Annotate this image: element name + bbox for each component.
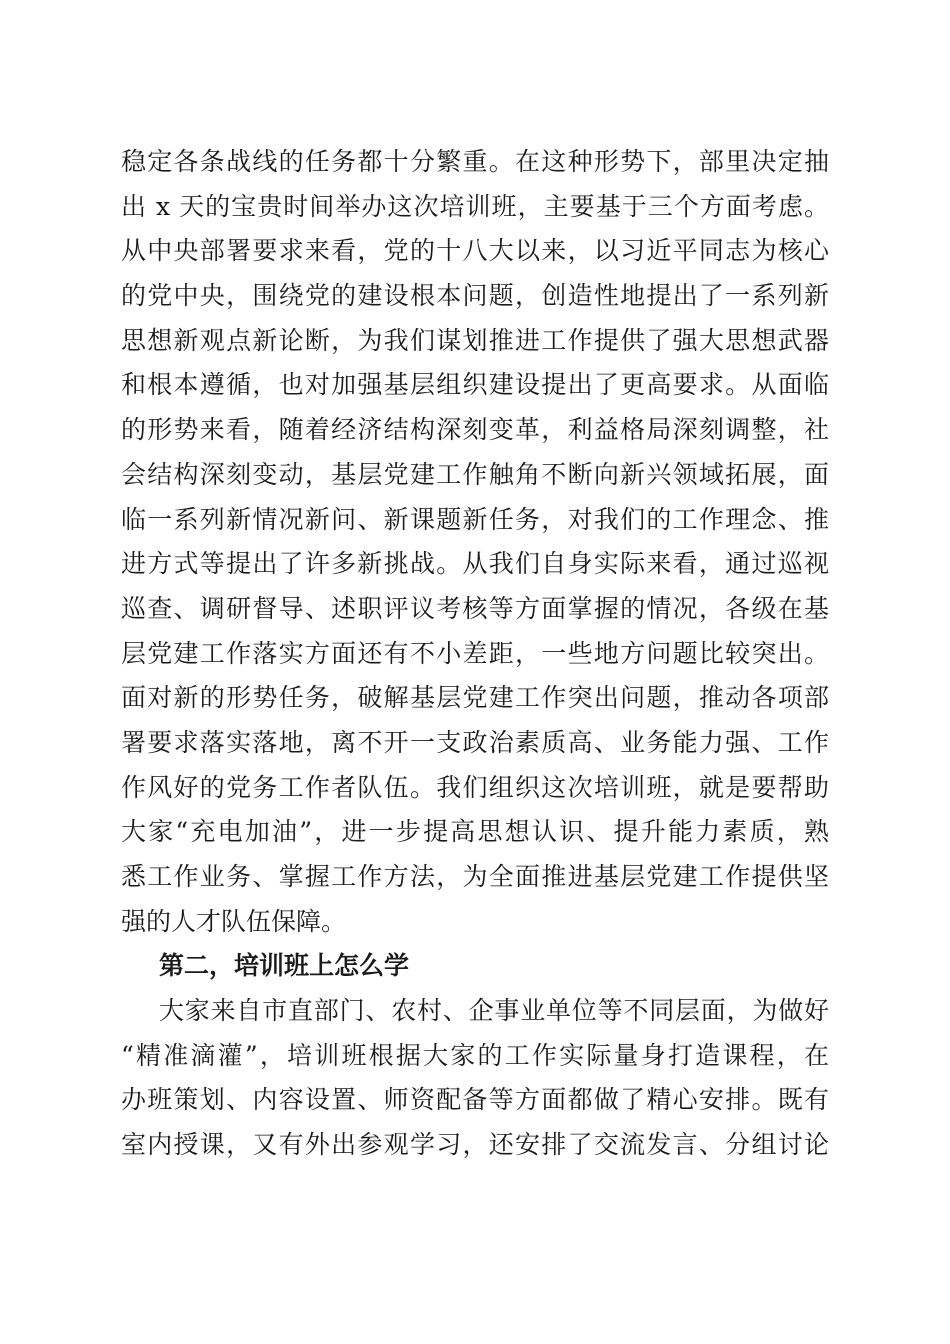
text-line: 署要求落实落地，离不开一支政治素质高、业务能力强、工作	[121, 727, 829, 757]
text-line: “精准滴灌”，培训班根据大家的工作实际量身打造课程，在	[121, 1040, 829, 1070]
text-line: 面对新的形势任务，破解基层党建工作突出问题，推动各项部	[121, 683, 829, 713]
text-line: 巡查、调研督导、述职评议考核等方面掌握的情况，各级在基	[121, 593, 829, 623]
text-line: 强的人才队伍保障。	[121, 906, 347, 936]
text-line: 出 x 天的宝贵时间举办这次培训班，主要基于三个方面考虑。	[121, 191, 829, 221]
section-heading: 第二，培训班上怎么学	[159, 951, 410, 981]
text-line: 思想新观点新论断，为我们谋划推进工作提供了强大思想武器	[121, 325, 829, 355]
text-line: 办班策划、内容设置、师资配备等方面都做了精心安排。既有	[121, 1085, 829, 1115]
text-line: 悉工作业务、掌握工作方法，为全面推进基层党建工作提供坚	[121, 862, 829, 891]
text-line: 和根本遵循，也对加强基层组织建设提出了更高要求。从面临	[121, 370, 829, 400]
text-line: 进方式等提出了许多新挑战。从我们自身实际来看，通过巡视	[121, 549, 829, 579]
text-line: 会结构深刻变动，基层党建工作触角不断向新兴领域拓展，面	[121, 459, 829, 489]
text-line: 从中央部署要求来看，党的十八大以来，以习近平同志为核心	[121, 236, 829, 266]
text-line: 层党建工作落实方面还有不小差距，一些地方问题比较突出。	[121, 638, 829, 668]
text-line: 的形势来看，随着经济结构深刻变革，利益格局深刻调整，社	[121, 415, 829, 445]
text-line: 临一系列新情况新问、新课题新任务，对我们的工作理念、推	[121, 504, 829, 534]
text-line: 稳定各条战线的任务都十分繁重。在这种形势下，部里决定抽	[121, 147, 829, 176]
document-body	[121, 140, 829, 1168]
text-line: 大家“充电加油”，进一步提高思想认识、提升能力素质，熟	[121, 817, 829, 847]
text-line: 大家来自市直部门、农村、企事业单位等不同层面，为做好	[159, 996, 829, 1026]
text-line: 作风好的党务工作者队伍。我们组织这次培训班，就是要帮助	[121, 772, 829, 802]
text-line: 室内授课，又有外出参观学习，还安排了交流发言、分组讨论	[121, 1130, 829, 1160]
paragraph-1	[121, 140, 829, 944]
text-line: 的党中央，围绕党的建设根本问题，创造性地提出了一系列新	[121, 281, 829, 311]
paragraph-2	[121, 989, 829, 1168]
